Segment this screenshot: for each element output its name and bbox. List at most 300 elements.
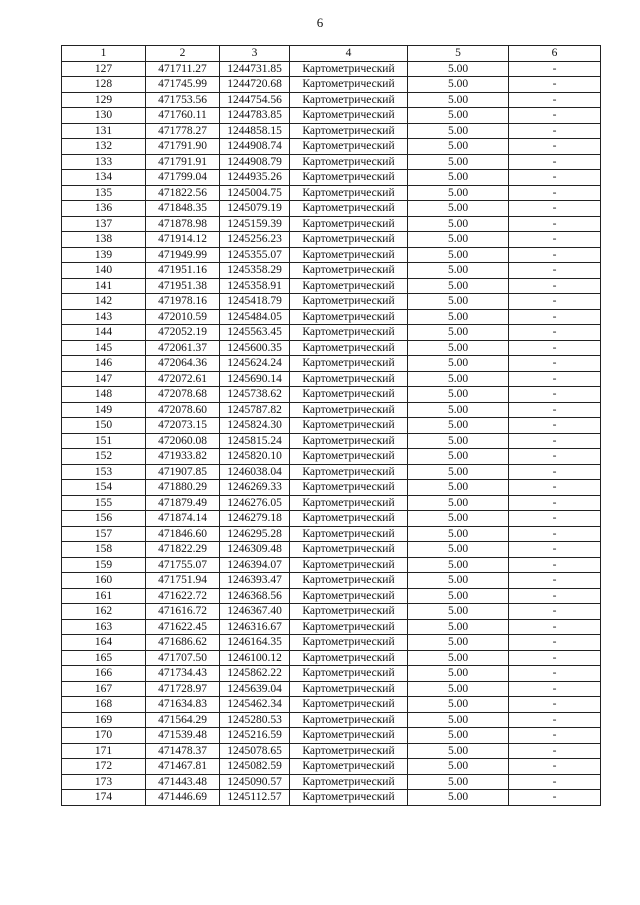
table-cell: 471907.85 [146, 464, 220, 480]
table-cell: - [509, 216, 601, 232]
table-cell: Картометрический [290, 418, 408, 434]
table-cell: - [509, 712, 601, 728]
table-cell: 131 [62, 123, 146, 139]
table-cell: 173 [62, 774, 146, 790]
table-cell: 5.00 [408, 588, 509, 604]
column-header: 4 [290, 46, 408, 62]
table-cell: 471734.43 [146, 666, 220, 682]
table-cell: 166 [62, 666, 146, 682]
table-cell: 156 [62, 511, 146, 527]
table-row [62, 201, 601, 217]
table-cell: Картометрический [290, 263, 408, 279]
table-cell: Картометрический [290, 495, 408, 511]
table-cell: 150 [62, 418, 146, 434]
table-row [62, 340, 601, 356]
table-row [62, 650, 601, 666]
table-cell: Картометрический [290, 154, 408, 170]
table-cell: 168 [62, 697, 146, 713]
table-cell: - [509, 743, 601, 759]
column-header: 2 [146, 46, 220, 62]
column-header: 1 [62, 46, 146, 62]
table-cell: 1245082.59 [220, 759, 290, 775]
table-cell: 1245787.82 [220, 402, 290, 418]
table-cell: 5.00 [408, 61, 509, 77]
table-cell: 472072.61 [146, 371, 220, 387]
table-cell: 142 [62, 294, 146, 310]
table-cell: 137 [62, 216, 146, 232]
table-row [62, 526, 601, 542]
table-row [62, 356, 601, 372]
table-cell: 1245358.91 [220, 278, 290, 294]
table-cell: 5.00 [408, 77, 509, 93]
table-row [62, 294, 601, 310]
table-cell: Картометрический [290, 92, 408, 108]
table-row [62, 557, 601, 573]
column-header: 3 [220, 46, 290, 62]
table-cell: - [509, 464, 601, 480]
table-cell: 5.00 [408, 743, 509, 759]
table-cell: Картометрический [290, 573, 408, 589]
table-row [62, 232, 601, 248]
table-cell: 1245624.24 [220, 356, 290, 372]
table-cell: 471745.99 [146, 77, 220, 93]
table-cell: - [509, 170, 601, 186]
table-cell: - [509, 480, 601, 496]
table-cell: - [509, 402, 601, 418]
table-cell: 128 [62, 77, 146, 93]
table-cell: 140 [62, 263, 146, 279]
table-cell: 471446.69 [146, 790, 220, 806]
table-cell: 471914.12 [146, 232, 220, 248]
table-cell: - [509, 108, 601, 124]
table-cell: - [509, 340, 601, 356]
table-cell: Картометрический [290, 371, 408, 387]
table-cell: 5.00 [408, 263, 509, 279]
table-cell: 471622.45 [146, 619, 220, 635]
table-row [62, 480, 601, 496]
table-cell: Картометрический [290, 743, 408, 759]
table-cell: Картометрический [290, 449, 408, 465]
table-cell: 471564.29 [146, 712, 220, 728]
table-cell: Картометрический [290, 232, 408, 248]
table-cell: 5.00 [408, 619, 509, 635]
table-cell: Картометрический [290, 294, 408, 310]
table-cell: 153 [62, 464, 146, 480]
table-cell: Картометрический [290, 139, 408, 155]
table-row [62, 387, 601, 403]
table-cell: 1245090.57 [220, 774, 290, 790]
table-cell: Картометрический [290, 759, 408, 775]
table-row [62, 604, 601, 620]
table-cell: 1245280.53 [220, 712, 290, 728]
table-cell: Картометрический [290, 340, 408, 356]
table-cell: Картометрический [290, 464, 408, 480]
table-row [62, 433, 601, 449]
table-row [62, 619, 601, 635]
table-cell: 1244858.15 [220, 123, 290, 139]
table-cell: 471778.27 [146, 123, 220, 139]
table-cell: - [509, 619, 601, 635]
table-cell: 160 [62, 573, 146, 589]
table-cell: 471467.81 [146, 759, 220, 775]
table-cell: 5.00 [408, 526, 509, 542]
table-cell: 5.00 [408, 542, 509, 558]
table-row [62, 325, 601, 341]
table-row [62, 495, 601, 511]
table-cell: 1245216.59 [220, 728, 290, 744]
table-body [62, 61, 601, 805]
table-cell: 471539.48 [146, 728, 220, 744]
table-cell: 471822.29 [146, 542, 220, 558]
table-row [62, 170, 601, 186]
table-cell: 1244935.26 [220, 170, 290, 186]
table-cell: 5.00 [408, 402, 509, 418]
table-cell: 471711.27 [146, 61, 220, 77]
table-cell: - [509, 604, 601, 620]
table-cell: 471728.97 [146, 681, 220, 697]
table-cell: 471634.83 [146, 697, 220, 713]
table-cell: 167 [62, 681, 146, 697]
table-cell: 471880.29 [146, 480, 220, 496]
table-row [62, 371, 601, 387]
table-cell: - [509, 232, 601, 248]
column-header: 5 [408, 46, 509, 62]
table-cell: - [509, 77, 601, 93]
table-row [62, 697, 601, 713]
table-cell: - [509, 247, 601, 263]
table-cell: Картометрический [290, 185, 408, 201]
table-cell: 5.00 [408, 635, 509, 651]
table-cell: 1245256.23 [220, 232, 290, 248]
table-cell: 148 [62, 387, 146, 403]
table-cell: 163 [62, 619, 146, 635]
table-cell: 149 [62, 402, 146, 418]
table-cell: 471791.91 [146, 154, 220, 170]
table-cell: 154 [62, 480, 146, 496]
table-cell: - [509, 139, 601, 155]
table-cell: 1246316.67 [220, 619, 290, 635]
table-cell: 5.00 [408, 278, 509, 294]
table-row [62, 728, 601, 744]
table-cell: 1245358.29 [220, 263, 290, 279]
table-cell: Картометрический [290, 681, 408, 697]
table-cell: 152 [62, 449, 146, 465]
table-cell: 5.00 [408, 371, 509, 387]
table-cell: 1244908.74 [220, 139, 290, 155]
table-cell: 1246279.18 [220, 511, 290, 527]
table-row [62, 464, 601, 480]
table-cell: Картометрический [290, 201, 408, 217]
table-cell: 1244720.68 [220, 77, 290, 93]
table-cell: 471707.50 [146, 650, 220, 666]
table-row [62, 309, 601, 325]
table-cell: Картометрический [290, 387, 408, 403]
table-row [62, 511, 601, 527]
table-cell: 171 [62, 743, 146, 759]
table-cell: Картометрический [290, 170, 408, 186]
table-cell: 471978.16 [146, 294, 220, 310]
table-cell: 133 [62, 154, 146, 170]
table-cell: 471755.07 [146, 557, 220, 573]
table-cell: 1245484.05 [220, 309, 290, 325]
table-cell: 5.00 [408, 216, 509, 232]
table-row [62, 278, 601, 294]
table-cell: 144 [62, 325, 146, 341]
table-cell: Картометрический [290, 402, 408, 418]
table-cell: 161 [62, 588, 146, 604]
table-cell: Картометрический [290, 108, 408, 124]
table-cell: Картометрический [290, 542, 408, 558]
table-cell: 5.00 [408, 449, 509, 465]
table-cell: 471616.72 [146, 604, 220, 620]
table-cell: 5.00 [408, 728, 509, 744]
table-row [62, 542, 601, 558]
table-row [62, 123, 601, 139]
table-cell: 5.00 [408, 247, 509, 263]
table-cell: Картометрический [290, 123, 408, 139]
table-cell: 1245600.35 [220, 340, 290, 356]
table-cell: 1245563.45 [220, 325, 290, 341]
table-cell: - [509, 154, 601, 170]
table-row [62, 743, 601, 759]
table-cell: Картометрический [290, 728, 408, 744]
table-cell: 5.00 [408, 139, 509, 155]
table-cell: 472010.59 [146, 309, 220, 325]
table-cell: 5.00 [408, 573, 509, 589]
table-cell: Картометрический [290, 650, 408, 666]
table-cell: 471933.82 [146, 449, 220, 465]
table-cell: 5.00 [408, 511, 509, 527]
table-cell: - [509, 92, 601, 108]
table-cell: 1245862.22 [220, 666, 290, 682]
table-cell: - [509, 635, 601, 651]
table-cell: - [509, 697, 601, 713]
table-cell: 1246394.07 [220, 557, 290, 573]
table-cell: 143 [62, 309, 146, 325]
table-cell: 5.00 [408, 464, 509, 480]
table-cell: Картометрический [290, 557, 408, 573]
table-cell: - [509, 123, 601, 139]
table-cell: - [509, 790, 601, 806]
table-cell: 135 [62, 185, 146, 201]
table-cell: 1245738.62 [220, 387, 290, 403]
table-cell: Картометрический [290, 666, 408, 682]
table-cell: - [509, 433, 601, 449]
table-row [62, 185, 601, 201]
table-cell: Картометрический [290, 526, 408, 542]
table-cell: Картометрический [290, 619, 408, 635]
table-cell: 471949.99 [146, 247, 220, 263]
table-cell: 174 [62, 790, 146, 806]
table-cell: 141 [62, 278, 146, 294]
table-cell: 472060.08 [146, 433, 220, 449]
table-cell: 5.00 [408, 340, 509, 356]
table-row [62, 759, 601, 775]
table-cell: 472061.37 [146, 340, 220, 356]
table-cell: - [509, 201, 601, 217]
table-cell: 1245004.75 [220, 185, 290, 201]
table-row [62, 666, 601, 682]
table-cell: 136 [62, 201, 146, 217]
table-row [62, 712, 601, 728]
table-row [62, 108, 601, 124]
table-cell: 172 [62, 759, 146, 775]
table-cell: 132 [62, 139, 146, 155]
table-cell: 1245820.10 [220, 449, 290, 465]
table-cell: Картометрический [290, 325, 408, 341]
table-cell: 5.00 [408, 201, 509, 217]
table-cell: Картометрический [290, 480, 408, 496]
table-cell: 1246393.47 [220, 573, 290, 589]
table-cell: 1245824.30 [220, 418, 290, 434]
table-cell: 5.00 [408, 232, 509, 248]
table-cell: 1245079.19 [220, 201, 290, 217]
table-cell: - [509, 728, 601, 744]
table-cell: Картометрический [290, 604, 408, 620]
table-cell: - [509, 185, 601, 201]
table-cell: 1246295.28 [220, 526, 290, 542]
coordinates-table [61, 45, 601, 806]
table-row [62, 263, 601, 279]
page-number: 6 [316, 15, 324, 30]
table-cell: - [509, 526, 601, 542]
table-cell: 5.00 [408, 557, 509, 573]
table-cell: Картометрический [290, 356, 408, 372]
table-cell: 471879.49 [146, 495, 220, 511]
table-cell: - [509, 371, 601, 387]
table-cell: 472073.15 [146, 418, 220, 434]
table-cell: 5.00 [408, 185, 509, 201]
table-cell: Картометрический [290, 309, 408, 325]
table-cell: 471753.56 [146, 92, 220, 108]
table-cell: 471822.56 [146, 185, 220, 201]
table-cell: 157 [62, 526, 146, 542]
table-cell: 471874.14 [146, 511, 220, 527]
table-row [62, 774, 601, 790]
table-cell: 471951.38 [146, 278, 220, 294]
table-cell: 170 [62, 728, 146, 744]
table-cell: 5.00 [408, 495, 509, 511]
table-cell: 1246038.04 [220, 464, 290, 480]
table-cell: 146 [62, 356, 146, 372]
table-cell: 1245690.14 [220, 371, 290, 387]
table-cell: - [509, 495, 601, 511]
table-cell: - [509, 681, 601, 697]
table-cell: 471791.90 [146, 139, 220, 155]
table-cell: 138 [62, 232, 146, 248]
table-cell: 5.00 [408, 154, 509, 170]
table-cell: 1246309.48 [220, 542, 290, 558]
table-cell: 1246368.56 [220, 588, 290, 604]
table-cell: 472078.60 [146, 402, 220, 418]
table-cell: Картометрический [290, 77, 408, 93]
table-cell: 155 [62, 495, 146, 511]
table-row [62, 154, 601, 170]
table-cell: - [509, 557, 601, 573]
table-cell: 1244908.79 [220, 154, 290, 170]
table-cell: - [509, 759, 601, 775]
table-cell: - [509, 61, 601, 77]
table-cell: 151 [62, 433, 146, 449]
table-cell: 471478.37 [146, 743, 220, 759]
table-row [62, 61, 601, 77]
table-cell: 1245159.39 [220, 216, 290, 232]
table-cell: 471622.72 [146, 588, 220, 604]
table-cell: Картометрический [290, 216, 408, 232]
table-row [62, 790, 601, 806]
table-row [62, 449, 601, 465]
table-cell: 1246367.40 [220, 604, 290, 620]
table-cell: 5.00 [408, 681, 509, 697]
table-cell: 471878.98 [146, 216, 220, 232]
table-cell: 158 [62, 542, 146, 558]
table-cell: 472052.19 [146, 325, 220, 341]
table-cell: - [509, 325, 601, 341]
table-cell: - [509, 573, 601, 589]
table-row [62, 402, 601, 418]
table-cell: - [509, 650, 601, 666]
table-cell: - [509, 588, 601, 604]
table-cell: 5.00 [408, 108, 509, 124]
table-cell: 1246100.12 [220, 650, 290, 666]
table-cell: 471760.11 [146, 108, 220, 124]
table-cell: 127 [62, 61, 146, 77]
table-row [62, 247, 601, 263]
table-cell: 134 [62, 170, 146, 186]
table-cell: Картометрический [290, 247, 408, 263]
table-cell: 1246269.33 [220, 480, 290, 496]
table-cell: - [509, 418, 601, 434]
table-cell: 471951.16 [146, 263, 220, 279]
table-cell: 5.00 [408, 697, 509, 713]
table-cell: Картометрический [290, 61, 408, 77]
table-cell: Картометрический [290, 774, 408, 790]
table-cell: 1244783.85 [220, 108, 290, 124]
table-cell: 165 [62, 650, 146, 666]
table-cell: 1246276.05 [220, 495, 290, 511]
table-cell: Картометрический [290, 433, 408, 449]
table-cell: 5.00 [408, 712, 509, 728]
table-cell: 5.00 [408, 666, 509, 682]
table-cell: - [509, 449, 601, 465]
table-cell: 5.00 [408, 480, 509, 496]
table-cell: 1246164.35 [220, 635, 290, 651]
table-cell: - [509, 263, 601, 279]
table-cell: 1244731.85 [220, 61, 290, 77]
table-cell: 5.00 [408, 294, 509, 310]
table-cell: - [509, 309, 601, 325]
table-row [62, 139, 601, 155]
table-row [62, 635, 601, 651]
table-cell: 1244754.56 [220, 92, 290, 108]
table-cell: 5.00 [408, 433, 509, 449]
table-cell: 5.00 [408, 309, 509, 325]
table-row [62, 216, 601, 232]
table-cell: 5.00 [408, 790, 509, 806]
table-cell: 471848.35 [146, 201, 220, 217]
table-cell: 1245418.79 [220, 294, 290, 310]
table-cell: 5.00 [408, 325, 509, 341]
column-header: 6 [509, 46, 601, 62]
table-cell: 5.00 [408, 170, 509, 186]
table-cell: 471799.04 [146, 170, 220, 186]
table-cell: 1245639.04 [220, 681, 290, 697]
table-cell: 5.00 [408, 387, 509, 403]
table-cell: 471751.94 [146, 573, 220, 589]
table-cell: 159 [62, 557, 146, 573]
table-cell: Картометрический [290, 712, 408, 728]
table-cell: 471846.60 [146, 526, 220, 542]
